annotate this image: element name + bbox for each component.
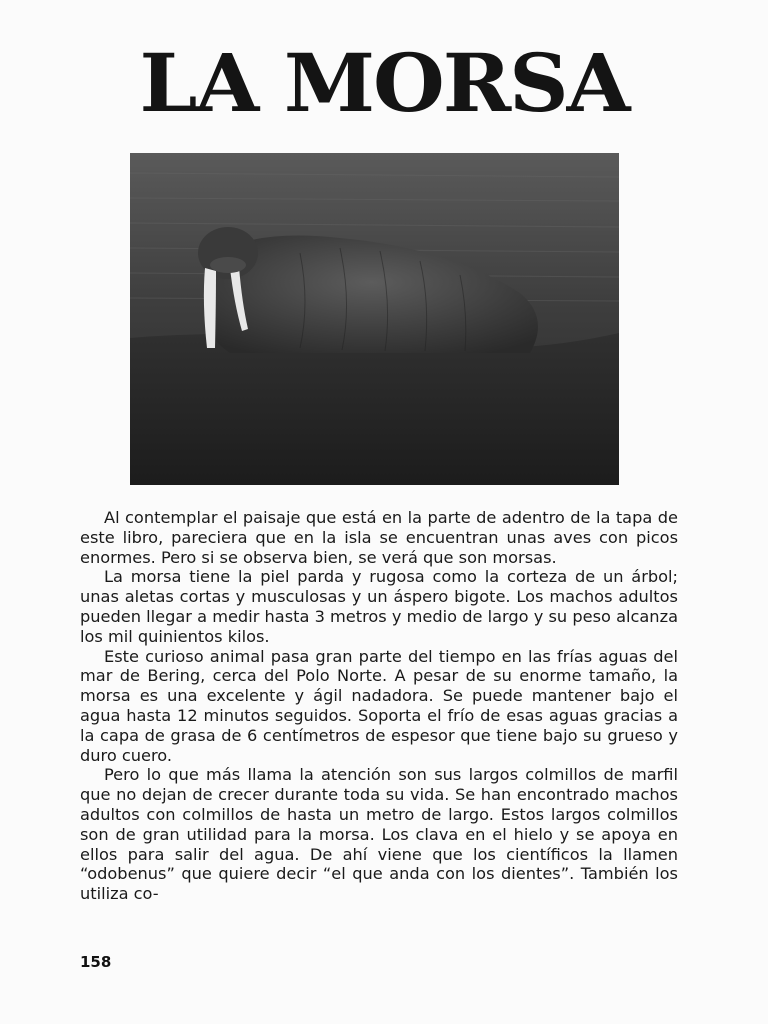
paragraph: Pero lo que más llama la atención son sus largos colmillos de marfil que no dejan de crecer durante toda su vida. Se han encontrado machos adultos con colmillos de hasta un metro de largo. Estos largos colmillos son de gran utilidad para la morsa. Los clava en el hielo y se apoya en ellos para salir del agua. De ahí viene que los científicos la llamen “odobenus” que quiere decir “el que anda con los dientes”. También los utiliza co- — [80, 765, 678, 904]
page-number: 158 — [80, 953, 112, 971]
paragraph: Al contemplar el paisaje que está en la parte de adentro de la tapa de este libro, pareciera que en la isla se encuentran unas aves con picos enormes. Pero si se observa bien, se verá que son morsas. — [80, 508, 678, 567]
paragraph: La morsa tiene la piel parda y rugosa como la corteza de un árbol; unas aletas cortas y musculosas y un áspero bigote. Los machos adultos pueden llegar a medir hasta 3 metros y medio de largo y su peso alcanza los mil quinientos kilos. — [80, 567, 678, 646]
paragraph: Este curioso animal pasa gran parte del tiempo en las frías aguas del mar de Bering, cerca del Polo Norte. A pesar de su enorme tamaño, la morsa es una excelente y ágil nadadora. Se puede mantener bajo el agua hasta 12 minutos seguidos. Soporta el frío de esas aguas gracias a la capa de grasa de 6 centímetros de espesor que tiene bajo su grueso y duro cuero. — [80, 646, 678, 765]
walrus-photo — [130, 153, 619, 485]
page-title: LA MORSA — [139, 36, 629, 130]
article-body — [80, 508, 678, 904]
